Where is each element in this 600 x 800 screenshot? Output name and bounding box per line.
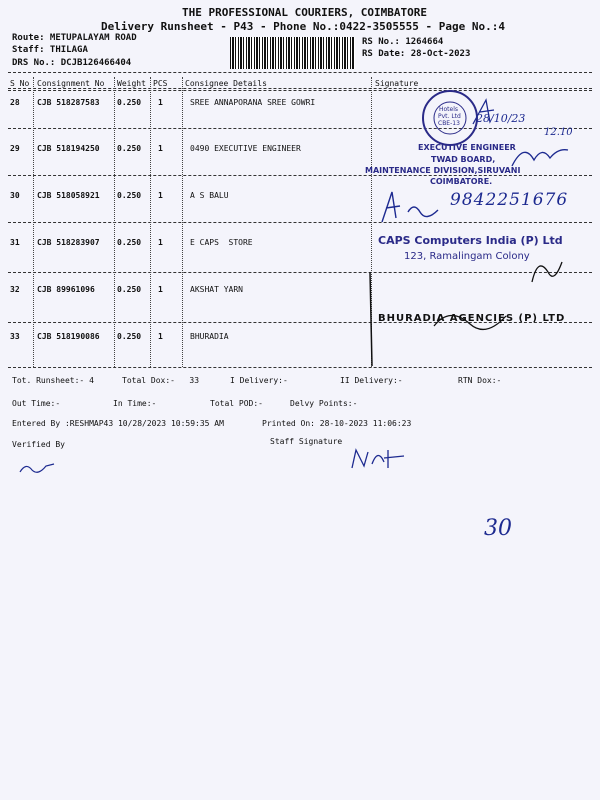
row-sno: 32 (10, 285, 20, 294)
bhuradia-stamp: BHURADIA AGENCIES (P) LTD (378, 313, 566, 324)
row-weight: 0.250 (117, 238, 142, 247)
staff-label: Staff: THILAGA (12, 45, 88, 55)
table-header-rule (8, 88, 592, 89)
row-consignment: CJB 89961096 (37, 285, 95, 294)
in-time: In Time:- (113, 399, 157, 408)
row-divider (8, 175, 592, 176)
row-weight: 0.250 (117, 191, 142, 200)
row-weight: 0.250 (117, 98, 142, 107)
row-weight: 0.250 (117, 285, 142, 294)
verified-by-label: Verified By (12, 440, 65, 449)
row-sno: 31 (10, 238, 20, 247)
row-pcs: 1 (158, 98, 163, 107)
signature-scribble-icon (528, 252, 568, 290)
table-bottom-rule (8, 367, 592, 368)
col-header-consignee: Consignee Details (185, 79, 267, 88)
rs-date: RS Date: 28-Oct-2023 (362, 49, 471, 59)
row-pcs: 1 (158, 332, 163, 341)
handwritten-phone: 9842251676 (450, 190, 569, 210)
row-divider (8, 222, 592, 223)
row-pcs: 1 (158, 144, 163, 153)
runsheet-subtitle: Delivery Runsheet - P43 - Phone No.:0422-3505555 - Page No.:4 (101, 20, 505, 33)
column-divider (150, 77, 151, 367)
round-stamp-line: Hotels (439, 106, 459, 113)
row-consignee: A S BALU (190, 191, 229, 200)
printed-on: Printed On: 28-10-2023 11:06:23 (262, 419, 412, 428)
row-consignment: CJB 518190086 (37, 332, 100, 341)
row-sno: 29 (10, 144, 20, 153)
round-stamp-line: CBE-13 (438, 120, 460, 127)
barcode-image (230, 37, 355, 69)
row-consignment: CJB 518058921 (37, 191, 100, 200)
row-pcs: 1 (158, 285, 163, 294)
row-sno: 28 (10, 98, 20, 107)
staff-signature-icon (348, 444, 408, 474)
route-label: Route: METUPALAYAM ROAD (12, 33, 137, 43)
row-consignee: BHURADIA (190, 332, 229, 341)
row-sno: 33 (10, 332, 20, 341)
table-header-rule-2 (8, 90, 592, 91)
ecaps-stamp-line: CAPS Computers India (P) Ltd (378, 234, 563, 247)
drs-number: DRS No.: DCJB126466404 (12, 58, 132, 68)
round-stamp-line: Pvt. Ltd (438, 113, 461, 120)
out-time: Out Time:- (12, 399, 61, 408)
column-divider (114, 77, 115, 367)
row-divider (8, 128, 592, 129)
row-sno: 30 (10, 191, 20, 200)
delvy-points: Delvy Points:- (290, 399, 358, 408)
row-weight: 0.250 (117, 144, 142, 153)
signature-scribble-icon (468, 98, 508, 128)
ii-delivery: II Delivery:- (340, 376, 403, 385)
row-consignment: CJB 518283907 (37, 238, 100, 247)
handwritten-date: 28/10/23 (476, 112, 526, 125)
entered-by: Entered By :RESHMAP43 10/28/2023 10:59:35 AM (12, 419, 224, 428)
ecaps-stamp-line: 123, Ramalingam Colony (404, 251, 530, 262)
column-divider (182, 77, 183, 367)
rs-number: RS No.: 1264664 (362, 37, 444, 47)
signature-scribble-icon (378, 188, 448, 228)
total-pod: Total POD:- (210, 399, 263, 408)
handwritten-time: 12.10 (544, 127, 573, 138)
row-consignee: 0490 EXECUTIVE ENGINEER (190, 144, 301, 153)
rtn-dox: RTN Dox:- (458, 376, 502, 385)
row-pcs: 1 (158, 238, 163, 247)
total-runsheet: Tot. Runsheet:- 4 (12, 376, 94, 385)
row-consignment: CJB 518287583 (37, 98, 100, 107)
verifier-signature-icon (18, 458, 58, 478)
row-pcs: 1 (158, 191, 163, 200)
staff-signature-label: Staff Signature (270, 437, 343, 446)
exec-engineer-stamp-line: TWAD BOARD, (431, 155, 496, 164)
col-header-pcs: PCS (153, 79, 168, 88)
i-delivery: I Delivery:- (230, 376, 288, 385)
table-top-rule (8, 72, 592, 73)
col-header-weight: Weight (117, 79, 146, 88)
col-header-sno: S No (10, 79, 30, 88)
exec-engineer-stamp-line: COIMBATORE. (430, 177, 493, 186)
handwritten-page-number: 30 (484, 516, 512, 541)
row-consignee: SREE ANNAPORANA SREE GOWRI (190, 98, 316, 107)
col-header-signature: Signature (375, 79, 419, 88)
total-dox: Total Dox:- 33 (122, 376, 200, 385)
company-title: THE PROFESSIONAL COURIERS, COIMBATORE (182, 6, 428, 19)
exec-engineer-stamp-line: EXECUTIVE ENGINEER (418, 143, 516, 152)
row-consignee: E CAPS STORE (190, 238, 253, 247)
col-header-consignment: Consignment No (37, 79, 105, 88)
row-divider (8, 272, 592, 273)
row-weight: 0.250 (117, 332, 142, 341)
exec-engineer-stamp-line: MAINTENANCE DIVISION,SIRUVANI (365, 166, 521, 175)
row-consignee: AKSHAT YARN (190, 285, 243, 294)
signature-scribble-icon (510, 140, 570, 170)
column-divider (33, 77, 34, 367)
signature-scribble-icon (430, 306, 510, 342)
row-consignment: CJB 518194250 (37, 144, 100, 153)
